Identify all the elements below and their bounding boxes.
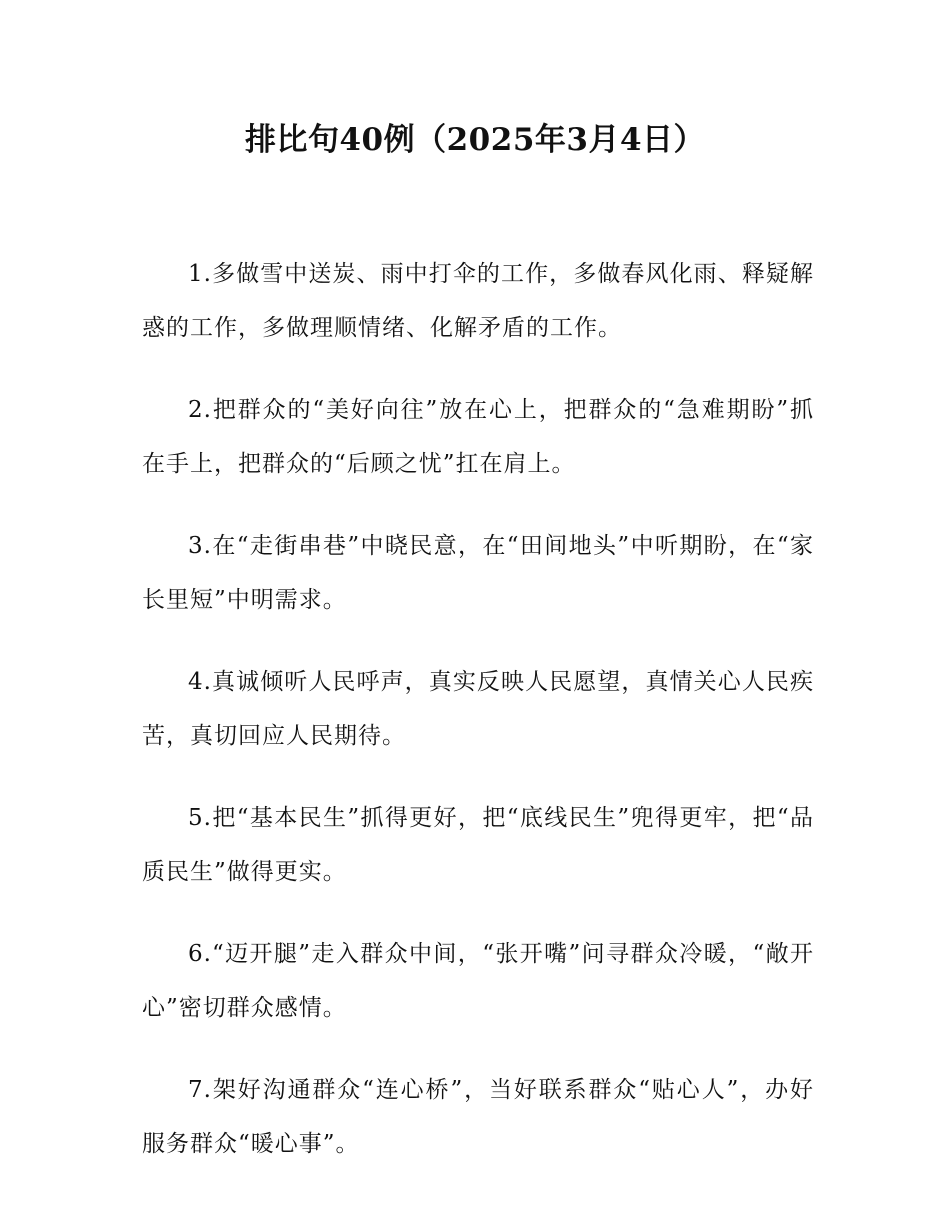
paragraph-1: 1.多做雪中送炭、雨中打伞的工作，多做春风化雨、释疑解惑的工作，多做理顺情绪、化解矛盾的工作。: [142, 261, 814, 341]
paragraph-2: 2.把群众的“美好向往”放在心上，把群众的“急难期盼”抓在手上，把群众的“后顾之忧”扛在肩上。: [142, 397, 814, 477]
paragraph-6: 6.“迈开腿”走入群众中间，“张开嘴”问寻群众冷暖，“敞开心”密切群众感情。: [142, 941, 814, 1021]
document-title: 排比句40例（2025年3月4日）: [244, 122, 706, 158]
document-body: [142, 247, 814, 1199]
paragraph-7: 7.架好沟通群众“连心桥”，当好联系群众“贴心人”，办好服务群众“暖心事”。: [142, 1077, 814, 1157]
paragraph-4: 4.真诚倾听人民呼声，真实反映人民愿望，真情关心人民疾苦，真切回应人民期待。: [142, 669, 814, 749]
paragraph-3: 3.在“走街串巷”中晓民意，在“田间地头”中听期盼，在“家长里短”中明需求。: [142, 533, 814, 613]
paragraph-5: 5.把“基本民生”抓得更好，把“底线民生”兜得更牢，把“品质民生”做得更实。: [142, 805, 814, 885]
